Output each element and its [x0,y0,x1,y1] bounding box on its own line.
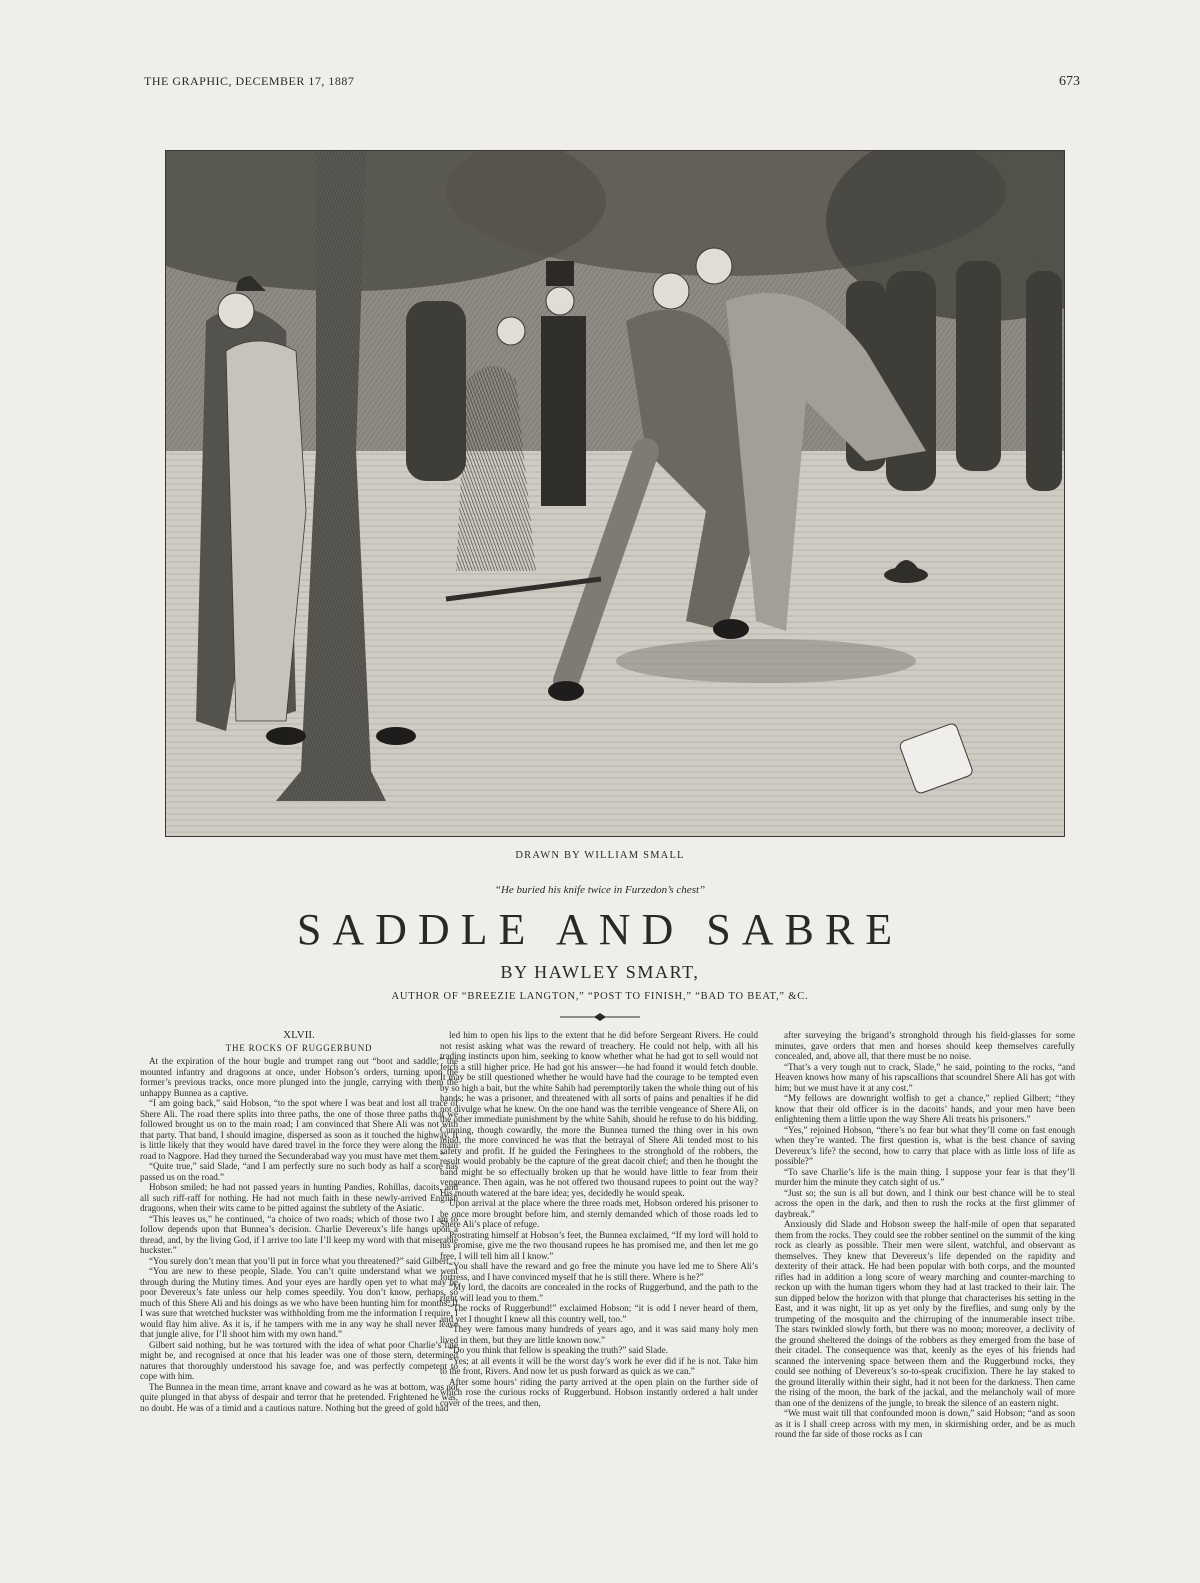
paragraph: “That’s a very tough nut to crack, Slade,” he said, pointing to the rocks, “and Heaven knows how many of his rapscallions that scoundrel Shere Ali has got with him; but we must have it at any cost.” [775,1061,1075,1093]
paragraph: Anxiously did Slade and Hobson sweep the half-mile of open that separated them from the rocks. They could see the robber sentinel on the summit of the king rock as clearly as possible. Their men were silent, watchful, and observant as themselves. They knew that Devereux’s life depended on the rapidity and dexterity of their attack. He had been popular with both corps, and the mounted rifles had in addition a long score of weary marching and counter-marching to reckon up with the human tigers whom they had at last tracked to their lair. The sun dipped below the horizon with that plunge that characterises his setting in the East, and it was night, lit up as yet only by the fireflies, and sung only by the trumpeting of the mosquito and the chirruping of the innumerable insect tribe. The stars twinkled slowly forth, but there was no moon; moreover, a declivity of the ground sheltered the doings of the robbers as they emerged from the base of their citadel. The consequence was that, keenly as the eyes of his friends had scanned the intervening space between them and the Ruggerbund rocks, they could see nothing of Devereux’s so-to-speak crucifixion. There he lay staked to the ground literally within their sight, had it not been for the darkness. Then came the rising of the moon, the bark of the jackal, and the melancholy wail of more than one of the denizens of the jungle, to break the silence of an eastern night. [775,1219,1075,1408]
paragraph: “We must wait till that confounded moon is down,” said Hobson; “and as soon as it is I shall creep across with my men, in skirmishing order, and be as much round the far side of those rocks as I can [775,1408,1075,1439]
paragraph: “This leaves us,” he continued, “a choice of two roads; which of those two I am to follow depends upon that Bunnea’s decision. Charlie Devereux’s life hangs upon a thread, and, by the living God, if I arrive too late I’ll keep my word with that miserable huckster.” [140,1213,458,1255]
byline: BY HAWLEY SMART, [500,962,700,982]
page-number: 673 [1059,74,1080,89]
paragraph: Hobson smiled; he had not passed years in hunting Pandies, Rohillas, dacoits, and all such riff-raff for nothing. He had not much faith in these newly-arrived English dragoons, when their wits came to be pitted against the subtlety of the Asiatic. [140,1182,458,1213]
paragraph: “Yes,” rejoined Hobson, “there’s no fear but what they’ll come on fast enough when they’re wanted. The first question is, what is the best chance of saving Devereux’s life? the second, how to carry that place with as little loss of life as possible?” [775,1124,1075,1166]
paragraph: After some hours’ riding the party arrived at the open plain on the further side of which rose the curious rocks of Ruggerbund. Hobson instantly ordered a halt under cover of the trees, and then, [440,1376,758,1408]
paragraph: “I am going back,” said Hobson, “to the spot where I was beat and lost all trace of Shere Ali. The road there splits into three paths, the one of those three paths that we followed brought us on to the main road; I am convinced that Shere Ali was not with that party. That band, I should imagine, dispersed as soon as it touched the highway. It is little likely that they would have dared travel in the force they were along the main road to Nagpore. Had they turned the Secunderabad way you must have met them.” [140,1098,458,1161]
paragraph: “My lord, the dacoits are concealed in the rocks of Ruggerbund, and the path to the right will lead you to them.” [440,1282,758,1303]
column-1-body [140,1056,458,1413]
paragraph: “You are new to these people, Slade. You can’t quite understand what we went through during the Mutiny times. And your eyes are hardly open yet to what may be poor Devereux’s fate unless our help comes speedily. You don’t know, perhaps, so much of this Shere Ali and his doings as we who have been hunting him for months. If I was sure that wretched huckster was withholding from me the information I require, I would flay him alive. As it is, if he tampers with me in any way he shall never leave that jungle alive, for I’ll shoot him with my own hand.” [140,1266,458,1339]
paragraph: “Quite true,” said Slade, “and I am perfectly sure no such body as half a score has passed us on the road.” [140,1161,458,1182]
running-head: THE GRAPHIC, DECEMBER 17, 1887 [144,74,355,88]
paragraph: Prostrating himself at Hobson’s feet, the Bunnea exclaimed, “If my lord will hold to his promise, give me the two thousand rupees he has promised me, and then let me go free, I will tell him all I know.” [440,1229,758,1261]
engraving-scene [166,151,1064,836]
chapter-number: XLVII. [283,1030,315,1041]
story-title: SADDLE AND SABRE [296,905,904,954]
engraving-illustration [165,150,1065,837]
paragraph: Upon arrival at the place where the three roads met, Hobson ordered his prisoner to be once more brought before him, and sternly demanded which of those roads led to Shere Ali’s place of refuge. [440,1198,758,1229]
text-column-1 [140,1030,458,1570]
paragraph: led him to open his lips to the extent that he did before Sergeant Rivers. He could not resist asking what was the reward of treachery. He could not help, with all his trading instincts upon him, seeking to know whether what he had got to sell would not fetch a still higher price. He had got his answer—he had found it would fetch double. It may be still questioned whether he would have had the courage to be tempted even by so high a bait, but the white Sahib had peremptorily taken the whole thing out of his hands; he was a prisoner, and threatened with all sorts of pains and penalties if he did not divulge what he knew. On the one hand was the terrible vengeance of Shere Ali, on the other immediate punishment by the white Sahib, should he refuse to do his bidding. Cunning, though cowardly, the more the Bunnea turned the thing over in his own mind, the more convinced he was that the betrayal of Shere Ali tended most to his safety and profit. If he guided the Feringhees to the stronghold of the robbers, the result would probably be the capture of the great dacoit chief; and then he thought the band might be so effectually broken up that he would have little to fear from their vengeance. Then again, was he not offered two thousand rupees to point out the way? His mouth watered at the bare idea; yes, decidedly he would speak. [440,1030,758,1198]
paragraph: “To save Charlie’s life is the main thing. I suppose your fear is that they’ll murder him the minute they catch sight of us.” [775,1166,1075,1187]
author-works: AUTHOR OF “BREEZIE LANGTON,” “POST TO FINISH,” “BAD TO BEAT,” &C. [391,991,809,1002]
paragraph: “The rocks of Ruggerbund!” exclaimed Hobson; “it is odd I never heard of them, and yet I thought I knew all this country well, too.” [440,1303,758,1324]
text-column-2 [440,1030,758,1570]
chapter-title: THE ROCKS OF RUGGERBUND [225,1042,373,1053]
column-3-body [775,1030,1075,1440]
illustration-credit: DRAWN BY WILLIAM SMALL [515,850,685,861]
column-2-body [440,1030,758,1408]
paragraph: At the expiration of the hour bugle and trumpet rang out “boot and saddle;” the mounted infantry and dragoons at once, under Hobson’s orders, turning upon the former’s previous tracks, once more plunged into the jungle, carrying with them the unhappy Bunnea as a captive. [140,1056,458,1098]
text-column-3 [775,1030,1075,1570]
paragraph: “Just so; the sun is all but down, and I think our best chance will be to steal across the open in the dark, and then to rush the rocks at the first glimmer of daybreak.” [775,1187,1075,1219]
paragraph: Gilbert said nothing, but he was tortured with the idea of what poor Charlie’s fate might be, and recognised at once that his leader was one of those stern, determined natures that thoroughly understood his savage foe, and was perfectly competent to cope with him. [140,1339,458,1381]
paragraph: after surveying the brigand’s stronghold through his field-glasses for some minutes, gave orders that men and horses should keep themselves carefully concealed, and, above all, that there must be no noise. [775,1030,1075,1061]
paragraph: “They were famous many hundreds of years ago, and it was said many holy men lived in them, but they are little known now.” [440,1324,758,1345]
paragraph: The Bunnea in the mean time, arrant knave and coward as he was at bottom, was not quite plunged in that abyss of despair and terror that he pretended. Frightened he was, no doubt. He was of a timid and a cautious nature. Nothing but the greed of gold had [140,1381,458,1413]
paragraph: “Yes; at all events it will be the worst day’s work he ever did if he is not. Take him to the front, Rivers. And now let us push forward as quick as we can.” [440,1355,758,1376]
ornament-rule [560,1012,640,1022]
illustration-caption: “He buried his knife twice in Furzedon’s chest” [494,884,706,896]
paragraph: “Do you think that fellow is speaking the truth?” said Slade. [449,1345,668,1355]
paragraph: “My fellows are downright wolfish to get a chance,” replied Gilbert; “they know that their old officer is in the dacoits’ hands, and your men have been enlightening them a little upon the way Shere Ali treats his prisoners.” [775,1093,1075,1124]
paragraph: “You surely don’t mean that you’ll put in force what you threatened?” said Gilbert. [149,1255,451,1266]
paragraph: “You shall have the reward and go free the minute you have led me to Shere Ali’s fortress, and I have convinced myself that he is still there. Where is he?” [440,1261,758,1282]
page-header [0,74,1200,98]
